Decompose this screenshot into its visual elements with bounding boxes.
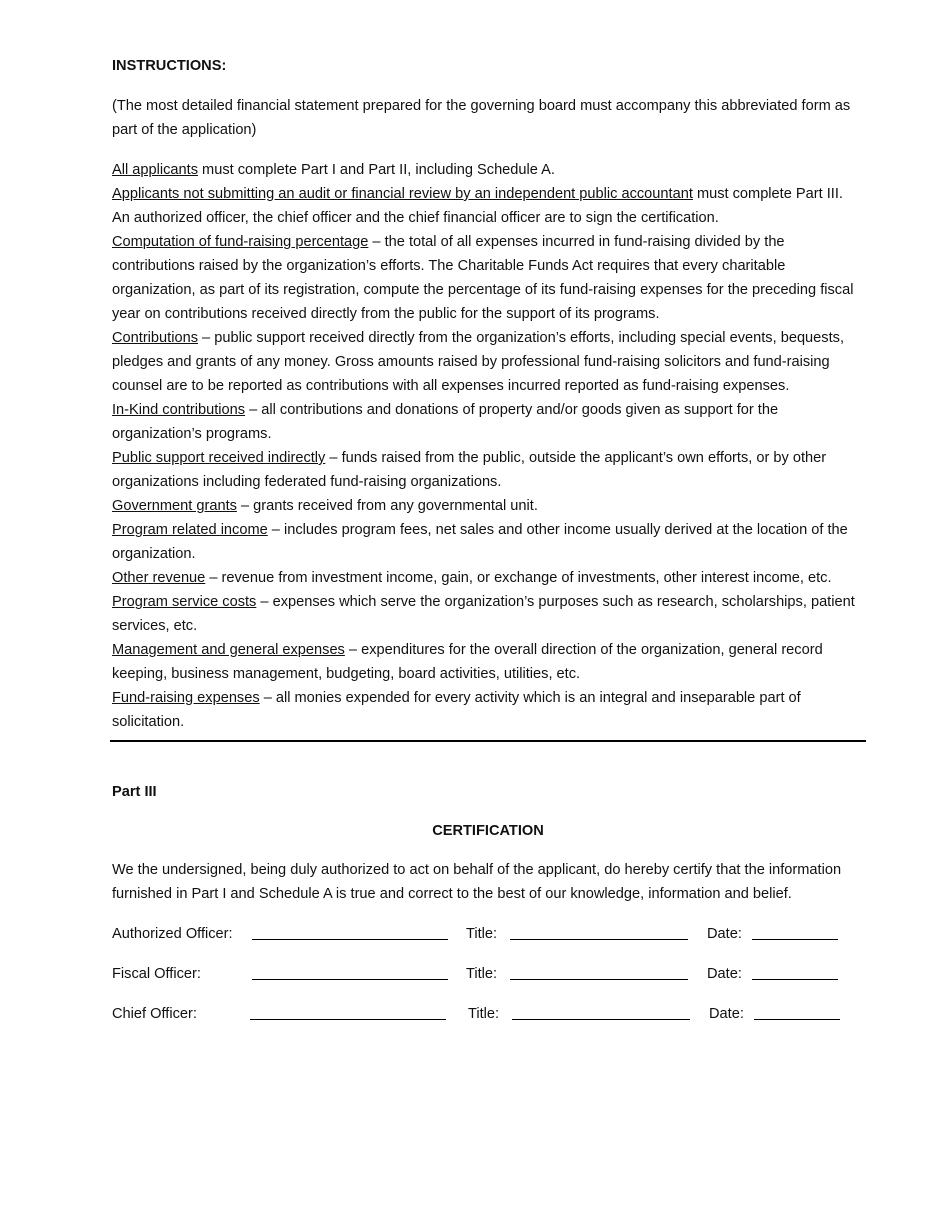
signature-row-authorized-officer (112, 922, 864, 946)
definition-item (112, 686, 864, 734)
signature-line[interactable] (252, 922, 448, 948)
part3-heading: Part III (112, 784, 157, 800)
definition-term: Program service costs (112, 594, 257, 610)
definition-item (112, 494, 864, 518)
date-label: Date: (707, 966, 742, 982)
definition-term: All applicants (112, 162, 198, 178)
definition-text: – public support received directly from the organization’s efforts, including special events, bequests, pledges and grants of any money. Gross amounts raised by professional fund-raising solicitors and fund-raising counsel are to be reported as contributions with all expenses incurred reported as fund-raising expenses. (112, 330, 844, 394)
signature-row-chief-officer (112, 1002, 864, 1026)
date-line[interactable] (754, 1002, 840, 1028)
definition-text: – expenses which serve the organization’s purposes such as research, scholarships, patient services, etc. (112, 594, 855, 634)
definition-item (112, 518, 864, 566)
definition-text: – grants received from any governmental unit. (236, 498, 538, 514)
definition-term: In-Kind contributions (112, 402, 246, 418)
certification-title: CERTIFICATION (432, 823, 544, 839)
definition-text: – funds raised from the public, outside the applicant’s own efforts, or by other organizations including federated fund-raising organizations. (112, 450, 827, 490)
section-divider (110, 740, 866, 742)
definition-text: must complete Part I and Part II, including Schedule A. (198, 162, 555, 178)
definition-text: – the total of all expenses incurred in fund-raising divided by the contributions raised by the organization’s efforts. The Charitable Funds Act requires that every charitable organization, as part of its registration, compute the percentage of its fund-raising expenses for the preceding fiscal year on contributions received directly from the public for the support of its programs. (112, 234, 854, 322)
definition-item (112, 446, 864, 494)
definition-item (112, 230, 864, 326)
instructions-intro: (The most detailed financial statement prepared for the governing board must accompany this abbreviated form as part of the application) (112, 98, 851, 138)
definition-term: Contributions (112, 330, 198, 346)
definition-text: must complete Part III. An authorized officer, the chief officer and the chief financial officer are to sign the certification. (112, 186, 843, 226)
definition-item (112, 590, 864, 638)
signature-label: Authorized Officer: (112, 926, 233, 942)
definition-term: Other revenue (112, 570, 206, 586)
definition-term: Fund-raising expenses (112, 690, 260, 706)
definition-text: – revenue from investment income, gain, or exchange of investments, other interest income, etc. (205, 570, 832, 586)
definition-item (112, 158, 864, 182)
date-label: Date: (709, 1006, 744, 1022)
signature-row-fiscal-officer (112, 962, 864, 986)
definition-term: Program related income (112, 522, 268, 538)
title-label: Title: (466, 966, 498, 982)
date-line[interactable] (752, 962, 838, 988)
definition-item (112, 182, 864, 230)
definition-text: – all contributions and donations of property and/or goods given as support for the organization’s programs. (112, 402, 779, 442)
signature-label: Fiscal Officer: (112, 966, 201, 982)
definition-item (112, 326, 864, 398)
definition-item (112, 566, 864, 590)
definitions-list (112, 158, 864, 734)
definition-term: Management and general expenses (112, 642, 345, 658)
definition-text: – expenditures for the overall direction of the organization, general record keeping, business management, budgeting, board activities, utilities, etc. (112, 642, 823, 682)
date-label: Date: (707, 926, 742, 942)
title-label: Title: (468, 1006, 500, 1022)
title-line[interactable] (512, 1002, 690, 1028)
definition-item (112, 638, 864, 686)
title-label: Title: (466, 926, 498, 942)
definition-term: Government grants (112, 498, 237, 514)
signature-label: Chief Officer: (112, 1006, 197, 1022)
definition-text: – includes program fees, net sales and other income usually derived at the location of the organization. (112, 522, 848, 562)
document-page (112, 56, 864, 1026)
title-line[interactable] (510, 962, 688, 988)
definition-term: Computation of fund-raising percentage (112, 234, 369, 250)
instructions-heading: INSTRUCTIONS: (112, 58, 227, 74)
date-line[interactable] (752, 922, 838, 948)
definition-term: Public support received indirectly (112, 450, 326, 466)
signature-line[interactable] (250, 1002, 446, 1028)
definition-item (112, 398, 864, 446)
definition-text: – all monies expended for every activity which is an integral and inseparable part of solicitation. (112, 690, 801, 730)
signature-line[interactable] (252, 962, 448, 988)
title-line[interactable] (510, 922, 688, 948)
definition-term: Applicants not submitting an audit or financial review by an independent public accountant (112, 186, 693, 202)
certification-body: We the undersigned, being duly authorized to act on behalf of the applicant, do hereby certify that the information furnished in Part I and Schedule A is true and correct to the best of our knowledge, information and belief. (112, 862, 842, 902)
